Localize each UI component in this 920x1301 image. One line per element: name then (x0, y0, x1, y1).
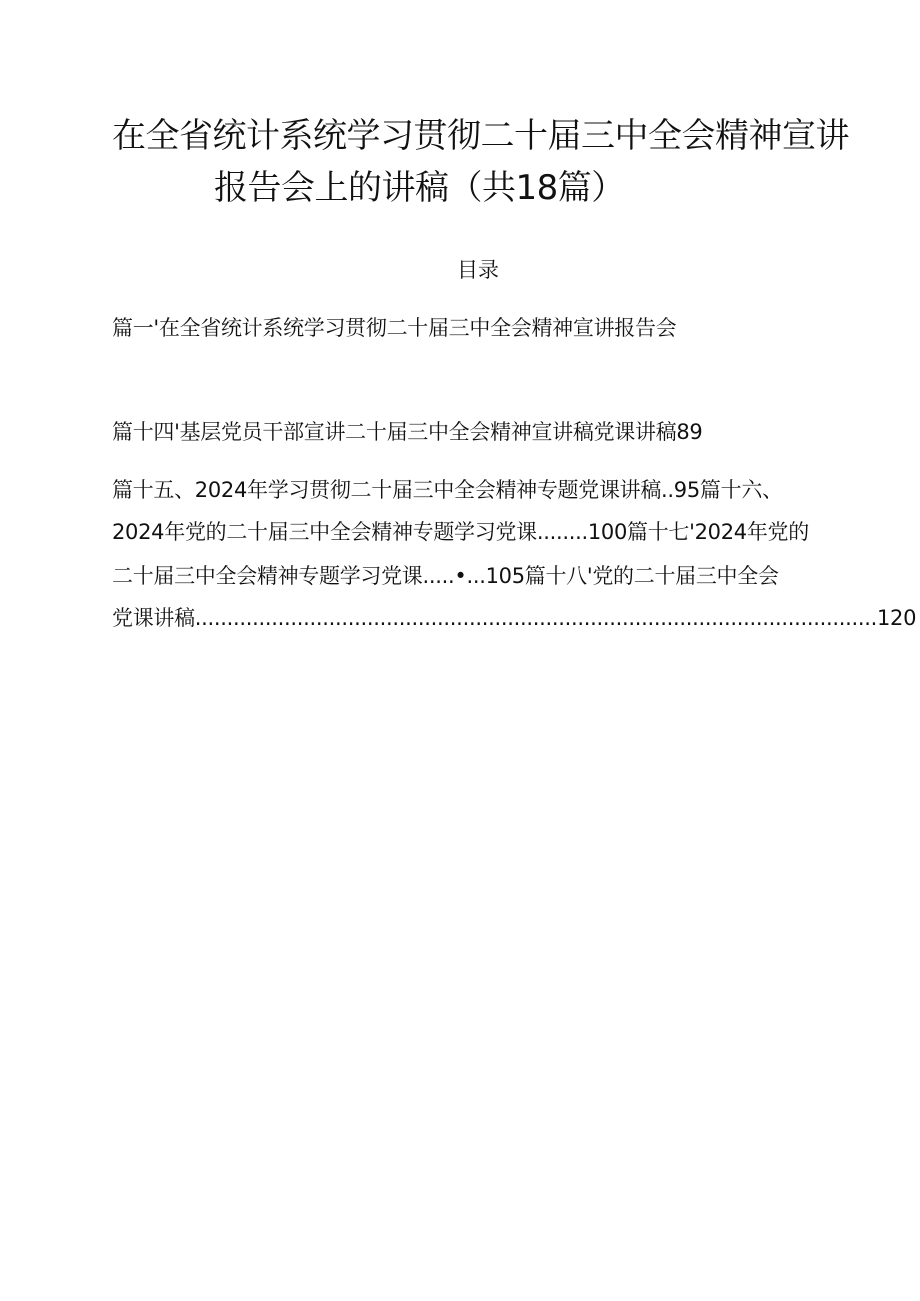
toc-entry: 党课讲稿...........................................................................................................120 (112, 606, 917, 630)
document-title-line-2: 报告会上的讲稿（共18篇） (214, 168, 625, 208)
document-title-line-1: 在全省统计系统学习贯彻二十届三中全会精神宣讲 (112, 116, 849, 156)
toc-entry: 2024年党的二十届三中全会精神专题学习党课........100篇十七'2024年党的 (112, 520, 809, 544)
toc-entry: 篇十四'基层党员干部宣讲二十届三中全会精神宣讲稿党课讲稿89 (112, 420, 703, 444)
toc-entry: 篇十五、2024年学习贯彻二十届三中全会精神专题党课讲稿..95篇十六、 (112, 478, 783, 502)
toc-entry: 篇一'在全省统计系统学习贯彻二十届三中全会精神宣讲报告会 (112, 316, 677, 340)
toc-heading: 目录 (457, 258, 499, 282)
toc-entry: 二十届三中全会精神专题学习党课.....•...105篇十八'党的二十届三中全会 (112, 564, 779, 588)
